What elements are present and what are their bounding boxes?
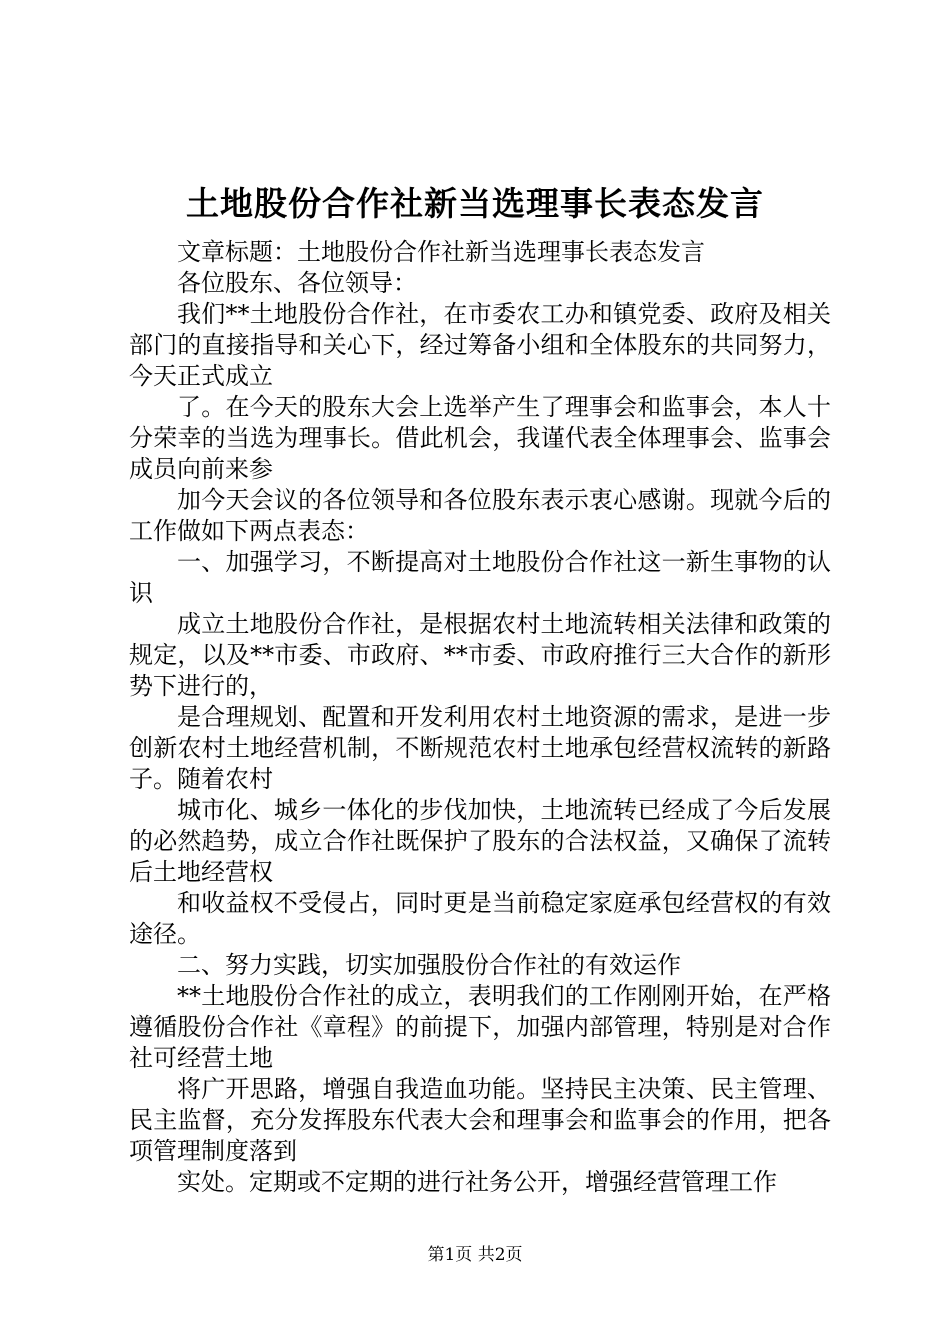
paragraph: 和收益权不受侵占，同时更是当前稳定家庭承包经营权的有效途径。 <box>129 889 831 948</box>
paragraph: **土地股份合作社的成立，表明我们的工作刚刚开始，在严格遵循股份合作社《章程》的前提下，加强内部管理，特别是对合作社可经营土地 <box>129 982 831 1072</box>
paragraph: 文章标题：土地股份合作社新当选理事长表态发言 <box>177 238 705 266</box>
document-title: 土地股份合作社新当选理事长表态发言 <box>186 184 764 223</box>
paragraph: 我们**土地股份合作社，在市委农工办和镇党委、政府及相关部门的直接指导和关心下，经过筹备小组和全体股东的共同努力，今天正式成立 <box>129 300 831 390</box>
paragraph: 各位股东、各位领导： <box>177 269 417 297</box>
paragraph: 二、努力实践，切实加强股份合作社的有效运作 <box>177 951 681 979</box>
paragraph: 实处。定期或不定期的进行社务公开，增强经营管理工作 <box>177 1168 777 1196</box>
paragraph: 城市化、城乡一体化的步伐加快，土地流转已经成了今后发展的必然趋势，成立合作社既保护了股东的合法权益，又确保了流转后土地经营权 <box>129 796 831 886</box>
paragraph: 了。在今天的股东大会上选举产生了理事会和监事会，本人十分荣幸的当选为理事长。借此机会，我谨代表全体理事会、监事会成员向前来参 <box>129 393 831 483</box>
page-number-footer: 第1页 共2页 <box>427 1245 523 1265</box>
paragraph: 加今天会议的各位领导和各位股东表示衷心感谢。现就今后的工作做如下两点表态： <box>129 486 831 545</box>
document-body <box>129 237 831 1198</box>
paragraph: 将广开思路，增强自我造血功能。坚持民主决策、民主管理、民主监督，充分发挥股东代表大会和理事会和监事会的作用，把各项管理制度落到 <box>129 1075 831 1165</box>
paragraph: 成立土地股份合作社，是根据农村土地流转相关法律和政策的规定，以及**市委、市政府、**市委、市政府推行三大合作的新形势下进行的， <box>129 610 831 700</box>
paragraph: 是合理规划、配置和开发利用农村土地资源的需求，是进一步创新农村土地经营机制，不断规范农村土地承包经营权流转的新路子。随着农村 <box>129 703 831 793</box>
paragraph: 一、加强学习，不断提高对土地股份合作社这一新生事物的认识 <box>129 548 831 607</box>
